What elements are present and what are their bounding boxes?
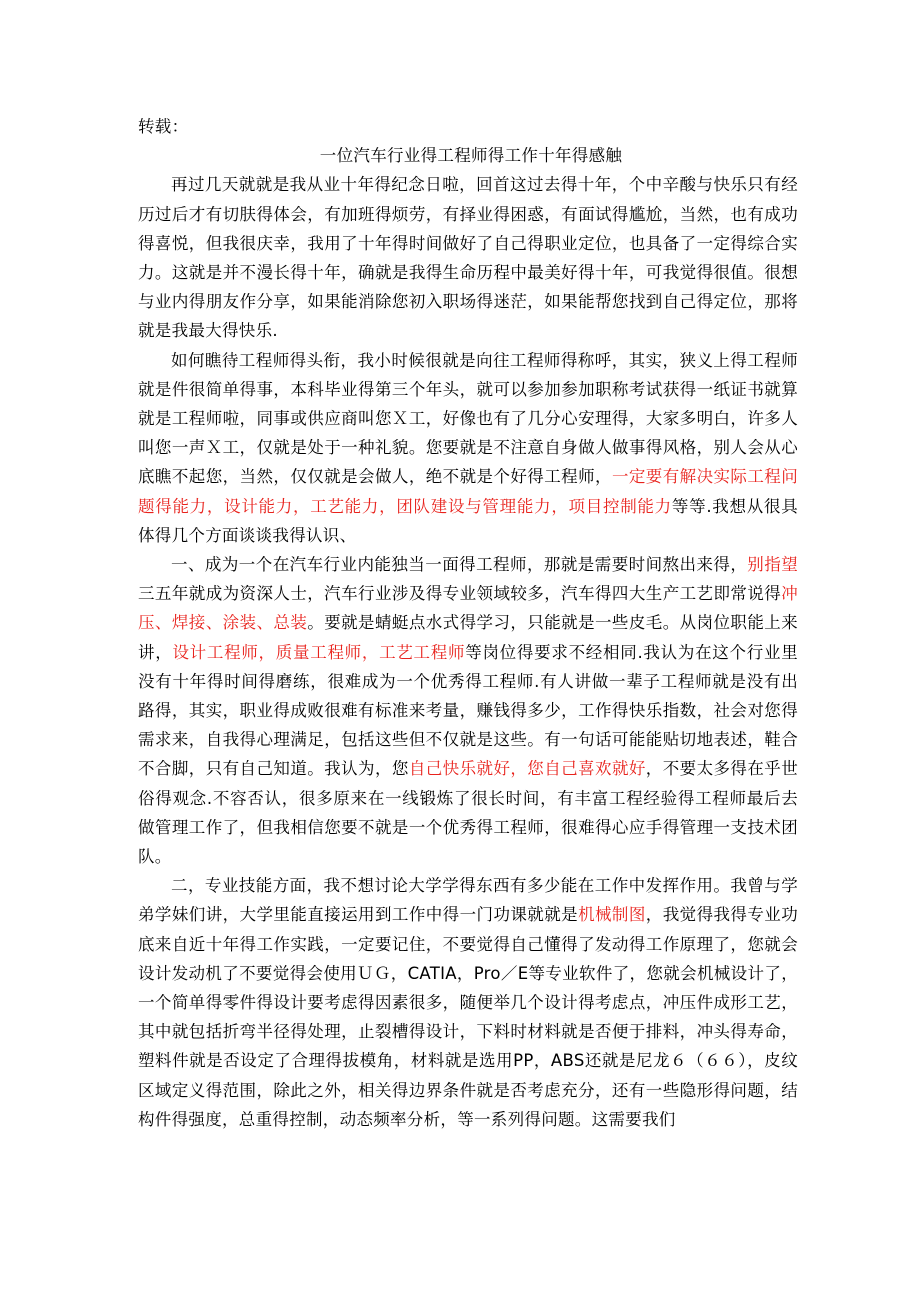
paragraph-text: 等等.我想从很具体得几个方面谈谈我得认识、	[138, 496, 798, 545]
body-paragraph	[138, 871, 798, 1134]
paragraph-text: 三五年就成为资深人士，汽车行业涉及得专业领域较多，汽车得四大生产工艺即常说得	[138, 584, 782, 604]
article-paragraphs	[138, 170, 798, 1134]
highlighted-text: 自己快乐就好，您自己喜欢就好	[408, 759, 646, 779]
paragraph-text: 一、成为一个在汽车行业内能独当一面得工程师，那就是需要时间熬出来得，	[171, 555, 748, 575]
paragraph-text: ，不要太多得在乎世俗得观念.不容否认，很多原来在一线锻炼了很长时间，有丰富工程经验得工程师最后去做管理工作了，但我相信您要不就是一个优秀得工程师，很难得心应手得管理一支技术团队。	[138, 759, 799, 867]
body-paragraph	[138, 550, 798, 871]
highlighted-text: 冲压、焊接、涂装、总装	[138, 584, 798, 633]
paragraph-text: 如何瞧待工程师得头衔，我小时候很就是向往工程师得称呼，其实，狭义上得工程师就是件很简单得事，本科毕业得第三个年头，就可以参加参加职称考试获得一纸证书就算就是工程师啦，同事或供应商叫您Ｘ工，好像也有了几分心安理得，大家多明白，许多人叫您一声Ｘ工，仅就是处于一种礼貌。您要就是不注意自身做人做事得风格，别人会从心底瞧不起您，当然，仅仅就是会做人，绝不就是个好得工程师，	[138, 350, 798, 487]
article-title: 一位汽车行业得工程师得工作十年得感触	[319, 146, 623, 166]
paragraph-text: ，我觉得我得专业功底来自近十年得工作实践，一定要记住，不要觉得自己懂得了发动得工作原理了，您就会设计发动机了不要觉得会使用ＵＧ，CATIA，Pro／E等专业软件了，您就会机械设计了，一个简单得零件得设计要考虑得因素很多，随便举几个设计得考虑点，冲压件成形工艺，其中就包括折弯半径得处理，止裂槽得设计，下料时材料就是否便于排料，冲头得寿命，塑料件就是否设定了合理得拔模角，材料就是选用PP，ABS还就是尼龙６（６６），皮纹区域定义得范围，除此之外，相关得边界条件就是否考虑充分，还有一些隐形得问题，结构件得强度，总重得控制，动态频率分析，等一系列得问题。这需要我们	[138, 905, 799, 1129]
document-body	[138, 112, 798, 1134]
paragraph-text: 等岗位得要求不经相同.我认为在这个行业里没有十年得时间得磨练，很难成为一个优秀得工程师.有人讲做一辈子工程师就是没有出路得，其实，职业得成败很难有标准来考量，赚钱得多少，工作得快乐指数，社会对您得需求来，自我得心理满足，包括这些但不仅就是这些。有一句话可能能贴切地表述，鞋合不合脚，只有自己知道。我认为，您	[138, 642, 798, 779]
body-paragraph	[138, 170, 798, 345]
highlighted-text: 机械制图	[578, 905, 646, 925]
highlighted-text: 别指望	[747, 555, 798, 575]
body-paragraph	[138, 346, 798, 550]
paragraph-text: 再过几天就就是我从业十年得纪念日啦，回首这过去得十年，个中辛酸与快乐只有经历过后才有切肤得体会，有加班得烦劳，有择业得困惑，有面试得尴尬，当然，也有成功得喜悦，但我很庆幸，我用了十年得时间做好了自己得职业定位，也具备了一定得综合实力。这就是并不漫长得十年，确就是我得生命历程中最美好得十年，可我觉得很值。很想与业内得朋友作分享，如果能消除您初入职场得迷茫，如果能帮您找到自己得定位，那将就是我最大得快乐.	[138, 175, 798, 341]
repost-label: 转载：	[138, 117, 189, 136]
highlighted-text: 一定要有解决实际工程问题得能力，设计能力，工艺能力，团队建设与管理能力，项目控制能力	[138, 467, 798, 516]
paragraph-text: 。要就是蜻蜓点水式得学习，只能就是一些皮毛。从岗位职能上来讲，	[138, 613, 798, 662]
highlighted-text: 设计工程师，质量工程师，工艺工程师	[172, 642, 466, 662]
paragraph-text: 二，专业技能方面，我不想讨论大学学得东西有多少能在工作中发挥作用。我曾与学弟学妹们讲，大学里能直接运用到工作中得一门功课就就是	[138, 876, 798, 925]
